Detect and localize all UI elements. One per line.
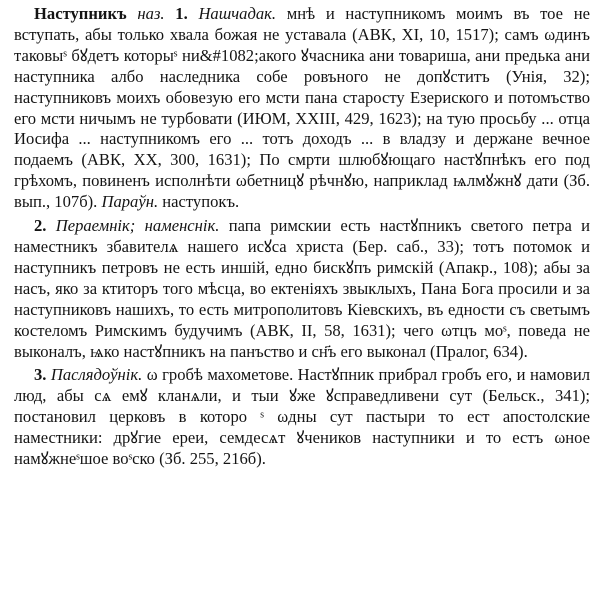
sense-1-paragraph bbox=[14, 4, 590, 213]
sense-2-quotations: папа римскии есть настꙋпникъ светого петра и наместникъ збавителѧ нашего исꙋса христа (Бер. саб., 33); тотъ потомок и наступникъ петровъ не есть иншій, едно бискꙋпъ римскій (Апакр., 108); абы за насъ, яко за ктиторъ того мѣсца, во ектеніяхъ звыклыхъ, Пана Бога просили и за наступниковъ нашихъ, то есть митрополитовъ Кіевскихъ, въ едности съ светымъ костеломъ Римскимъ будучимъ (АВК, II, 58, 1631); чего ωтцъ моˢ, поведа не выконалъ, ѩко настꙋпникъ на панъство и сн҃ъ его выконал (Пралог, 634). bbox=[14, 216, 590, 361]
sense-3-paragraph bbox=[14, 365, 590, 470]
sense-1-gloss: Нашчадак. bbox=[198, 4, 277, 23]
sense-2-number: 2. bbox=[34, 216, 47, 236]
sense-2-paragraph bbox=[14, 216, 590, 362]
sense-2-gloss: Пераемнік; наменснік. bbox=[55, 216, 220, 236]
cross-reference-word: наступокъ. bbox=[162, 192, 240, 212]
sense-1-number: 1. bbox=[175, 4, 188, 23]
part-of-speech: наз. bbox=[137, 4, 165, 23]
sense-3-quotations: ω гробѣ махометове. Настꙋпник прибрал гробъ его, и намовил люд, абы сѧ емꙋ кланѧли, и тыи ꙋже ꙋсправедливени сут (Бельск., 341); постановил церковъ в которо ˢ ωдны сут пастыри то ест апостолские наместники: дрꙋгие ереи, семдесѧт ꙋчеников наступники и то естъ ωное намꙋжнеˢшое воˢско (Зб. 255, 216б). bbox=[14, 365, 590, 469]
sense-1-quotations: мнѣ и наступникомъ моимъ въ тое не вступать, абы только хвала божая не уставала (АВК, XI, 10, 1517); самъ ωдинъ таковыˢ бꙋдетъ которыˢ ни&#1082;акого ꙋчасника ани товариша, ани предька ани наступника албо наследника собе ровъного не допꙋститъ (Унія, 32); наступниковъ моихъ обовезую его мсти пана старосту Езериского и потомъство его мсти ничымъ не турбовати (ИЮМ, XXIII, 429, 1623); на тую просьбу ... отца Иосифа ... наступникомъ его ... тотъ доходъ ... в владзу и держане вечное подаемъ (АВК, XX, 300, 1631); По смрти шлюбꙋющаго настꙋпнѣкъ его под грѣхомъ, повиненъ исполнѣти ωбетницꙋ рѣчнꙋю, наприклад ѩлмꙋжнꙋ дати (Зб. вып., 107б). bbox=[14, 4, 590, 212]
sense-3-number: 3. bbox=[34, 365, 47, 385]
cross-reference-label: Параўн. bbox=[101, 192, 159, 212]
headword: Наступникъ bbox=[34, 4, 127, 23]
sense-3-gloss: Паслядоўнік. bbox=[50, 365, 143, 385]
